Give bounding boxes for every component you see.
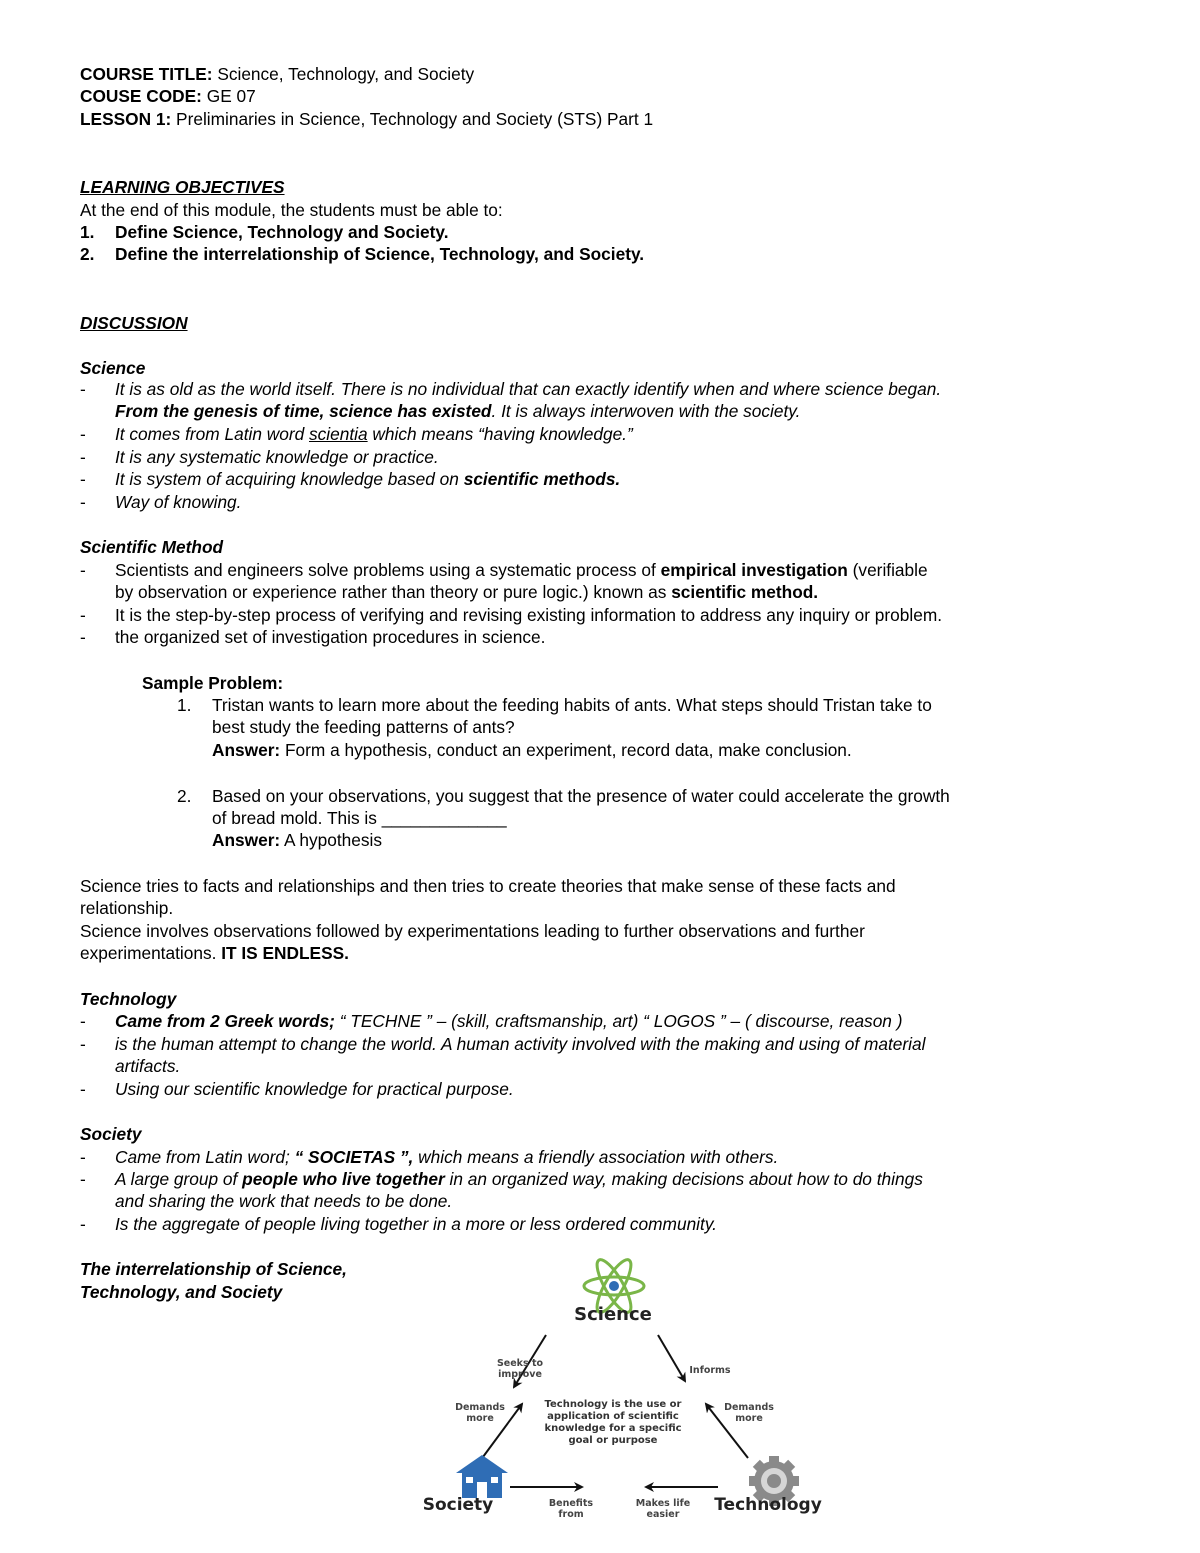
lesson-title: Preliminaries in Science, Technology and Society (STS) Part 1	[176, 109, 654, 129]
objectives-heading: LEARNING OBJECTIVES	[80, 177, 285, 197]
paragraph-1-line-2: relationship.	[80, 898, 174, 918]
seeks-label-1: Seeks to	[496, 1358, 544, 1369]
method-bullet-1-cont	[115, 581, 818, 603]
method-bullet-1	[115, 559, 928, 581]
informs-label: Informs	[689, 1365, 731, 1376]
objective-num: 2.	[80, 244, 95, 264]
bold-text: IT IS ENDLESS.	[221, 943, 349, 963]
bold-text: empirical investigation	[660, 560, 848, 580]
bullet-dash: -	[80, 1214, 86, 1234]
answer-text: A hypothesis	[280, 830, 383, 850]
text: in an organized way, making decisions about how to do things	[444, 1169, 923, 1189]
demands-right-1: Demands	[724, 1402, 774, 1413]
sample-title: Sample Problem:	[142, 673, 284, 693]
objective-item	[80, 243, 94, 265]
bullet-dash: -	[80, 627, 86, 647]
center-text-2: application of scientific	[547, 1411, 679, 1422]
course-code-label: COUSE CODE:	[80, 86, 202, 106]
answer-label: Answer:	[212, 830, 281, 850]
objective-text: Define Science, Technology and Society.	[115, 222, 449, 242]
text: Scientists and engineers solve problems using a systematic process of	[115, 560, 661, 580]
problem-num: 1.	[177, 695, 192, 715]
method-title: Scientific Method	[80, 537, 224, 557]
paragraph-1-line-1: Science tries to facts and relationships and then tries to create theories that make sense of these facts and	[80, 876, 896, 896]
bullet-dash: -	[80, 379, 86, 399]
technology-bullet-2-cont: artifacts.	[115, 1056, 181, 1076]
science-bullet-5: Way of knowing.	[115, 492, 242, 512]
lesson-line	[80, 108, 653, 130]
bold-text: Came from 2 Greek words;	[115, 1011, 335, 1031]
objective-text: Define the interrelationship of Science, Technology, and Society.	[115, 244, 645, 264]
science-rest: . It is always interwoven with the society.	[491, 401, 801, 421]
course-title: Science, Technology, and Society	[217, 64, 475, 84]
text: by observation or experience rather than theory or pure logic.) known as	[115, 582, 672, 602]
problem-1-line-1: Tristan wants to learn more about the feeding habits of ants. What steps should Tristan take to	[212, 695, 932, 715]
diagram-society-label: Society	[422, 1495, 494, 1515]
center-text-1: Technology is the use or	[544, 1399, 682, 1410]
problem-num: 2.	[177, 786, 192, 806]
arrow-science-to-technology	[658, 1335, 685, 1381]
demands-left-1: Demands	[455, 1402, 505, 1413]
text: It is system of acquiring knowledge based on	[115, 469, 464, 489]
course-title-label: COURSE TITLE:	[80, 64, 213, 84]
seeks-label-2: improve	[498, 1369, 542, 1380]
diagram-science-label: Science	[574, 1304, 652, 1325]
text: It comes from Latin word	[115, 424, 310, 444]
demands-left-2: more	[466, 1413, 494, 1424]
objectives-intro: At the end of this module, the students must be able to:	[80, 200, 503, 220]
scientia-word: scientia	[309, 424, 368, 444]
technology-bullet-2: is the human attempt to change the world. A human activity involved with the making and using of material	[115, 1034, 926, 1054]
bullet-dash: -	[80, 1147, 86, 1167]
science-bullet-3: It is any systematic knowledge or practice.	[115, 447, 439, 467]
problem-1-line-2: best study the feeding patterns of ants?	[212, 717, 515, 737]
technology-bullet-3: Using our scientific knowledge for practical purpose.	[115, 1079, 514, 1099]
paragraph-2-line-2	[80, 942, 349, 964]
society-bullet-3: Is the aggregate of people living together in a more or less ordered community.	[115, 1214, 717, 1234]
bullet-dash: -	[80, 469, 86, 489]
text: “ TECHNE ” – (skill, craftsmanship, art) “ LOGOS ” – ( discourse, reason )	[334, 1011, 903, 1031]
problem-1-answer	[212, 739, 852, 761]
text: which means “having knowledge.”	[367, 424, 633, 444]
text: A large group of	[115, 1169, 243, 1189]
bold-text: people who live together	[242, 1169, 445, 1189]
interrelationship-title-1: The interrelationship of Science,	[80, 1259, 347, 1279]
diagram-technology-label: Technology	[714, 1495, 822, 1515]
course-code-line	[80, 85, 256, 107]
society-bullet-2-cont: and sharing the work that needs to be done.	[115, 1191, 453, 1211]
bullet-dash: -	[80, 605, 86, 625]
sts-diagram	[418, 1258, 838, 1523]
answer-text: Form a hypothesis, conduct an experiment, record data, make conclusion.	[280, 740, 852, 760]
society-bullet-1	[115, 1146, 778, 1168]
center-text-4: goal or purpose	[568, 1435, 658, 1446]
bullet-dash: -	[80, 424, 86, 444]
lesson-label: LESSON 1:	[80, 109, 172, 129]
bullet-dash: -	[80, 560, 86, 580]
course-code: GE 07	[206, 86, 256, 106]
problem-2-answer	[212, 829, 382, 851]
bullet-dash: -	[80, 1011, 86, 1031]
bullet-dash: -	[80, 1079, 86, 1099]
house-icon	[456, 1455, 508, 1498]
science-bullet-4	[115, 468, 620, 490]
problem-2-line-1: Based on your observations, you suggest that the presence of water could accelerate the growth	[212, 786, 950, 806]
benefits-label-1: Benefits	[548, 1498, 594, 1509]
text: experimentations.	[80, 943, 222, 963]
makes-label-1: Makes life	[635, 1498, 691, 1509]
bullet-dash: -	[80, 447, 86, 467]
science-title: Science	[80, 358, 146, 378]
technology-title: Technology	[80, 989, 177, 1009]
benefits-label-2: from	[558, 1509, 584, 1520]
problem-2-line-2: of bread mold. This is _____________	[212, 808, 507, 828]
text: which means a friendly association with others.	[413, 1147, 779, 1167]
objective-item	[80, 221, 94, 243]
text: Came from Latin word;	[115, 1147, 295, 1167]
method-bullet-2: It is the step-by-step process of verifying and revising existing information to address any inquiry or problem.	[115, 605, 943, 625]
bullet-dash: -	[80, 492, 86, 512]
discussion-heading: DISCUSSION	[80, 313, 188, 333]
paragraph-2-line-1: Science involves observations followed by experimentations leading to further observations and further	[80, 921, 865, 941]
science-bullet-1-cont	[115, 400, 800, 422]
demands-right-2: more	[735, 1413, 763, 1424]
interrelationship-title-2: Technology, and Society	[80, 1282, 283, 1302]
answer-label: Answer:	[212, 740, 281, 760]
center-text-3: knowledge for a specific	[544, 1423, 682, 1434]
bold-text: scientific methods.	[463, 469, 621, 489]
bullet-dash: -	[80, 1169, 86, 1189]
science-bullet-1: It is as old as the world itself. There is no individual that can exactly identify when and where science began.	[115, 379, 942, 399]
technology-bullet-1	[115, 1010, 902, 1032]
makes-label-2: easier	[646, 1509, 680, 1520]
society-title: Society	[80, 1124, 142, 1144]
objective-num: 1.	[80, 222, 95, 242]
text: (verifiable	[847, 560, 928, 580]
method-bullet-3: the organized set of investigation procedures in science.	[115, 627, 546, 647]
course-title-line	[80, 63, 474, 85]
bullet-dash: -	[80, 1034, 86, 1054]
bold-text: “ SOCIETAS ”,	[294, 1147, 414, 1167]
bold-text: scientific method.	[671, 582, 819, 602]
society-bullet-2	[115, 1168, 923, 1190]
science-bold-phrase: From the genesis of time, science has existed	[115, 401, 492, 421]
science-bullet-2	[115, 423, 633, 445]
